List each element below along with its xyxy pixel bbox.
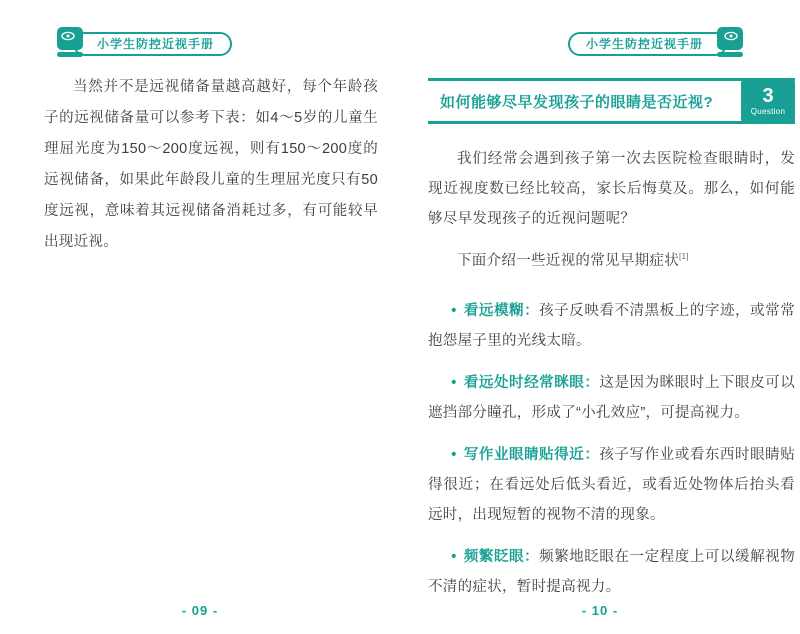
symptom-item [428,542,795,602]
symptom-term: 写作业眼睛贴得近： [463,446,600,463]
page-number-left: - 09 - [181,603,219,618]
bullet-icon: • [451,446,457,463]
symptom-desc: 这是因为眯眼时上下眼皮可以遮挡部分瞳孔，形成了“小孔效应”，可提高视力。 [428,374,795,421]
booklet-title: 小学生防控近视手册 [568,32,727,56]
footnote-marker: [1] [679,252,689,261]
bullet-icon: • [451,302,457,319]
symptom-desc: 孩子反映看不清黑板上的字迹，或常常抱怨屋子里的光线太暗。 [428,302,795,349]
book-eye-icon [57,27,83,62]
symptom-term: 看远处时经常眯眼： [463,374,600,391]
symptom-term: 频繁眨眼： [463,548,540,565]
right-page-paragraph: 我们经常会遇到孩子第一次去医院检查眼睛时，发现近视度数已经比较高，家长后悔莫及。那么，如何能够尽早发现孩子的近视问题呢？ [428,151,795,227]
symptoms-intro-text: 下面介绍一些近视的常见早期症状 [457,252,679,269]
symptom-term: 看远模糊： [463,302,540,319]
question-number-badge [741,78,795,124]
page-number-right: - 10 - [581,603,619,618]
symptom-item [428,296,795,356]
symptom-item [428,368,795,428]
symptoms-intro [428,242,795,276]
symptom-item [428,440,795,530]
book-eye-icon [717,27,743,62]
booklet-title: 小学生防控近视手册 [73,32,232,56]
symptom-desc: 频繁地眨眼在一定程度上可以缓解视物不清的症状，暂时提高视力。 [428,548,795,595]
symptom-desc: 孩子写作业或看东西时眼睛贴得很近；在看远处后低头看近，或看近处物体后抬头看远时，出现短暂的视物不清的现象。 [428,446,795,523]
question-heading-bar [428,78,795,124]
question-title: 如何能够尽早发现孩子的眼睛是否近视? [440,93,714,111]
bullet-icon: • [451,374,457,391]
booklet-header-right [428,26,743,62]
left-page-paragraph: 当然并不是远视储备量越高越好，每个年龄孩子的远视储备量可以参考下表：如4～5岁的儿童生理屈光度为150～200度远视，则有150～200度的远视储备，如果此年龄段儿童的生理屈光度只有50度远视，意味着其远视储备消耗过多，有可能较早出现近视。 [44,79,378,250]
bullet-icon: • [451,548,457,565]
question-label: Question [750,107,786,116]
question-number: 3 [762,85,774,107]
page-right [400,0,800,634]
booklet-header-left [57,26,378,62]
